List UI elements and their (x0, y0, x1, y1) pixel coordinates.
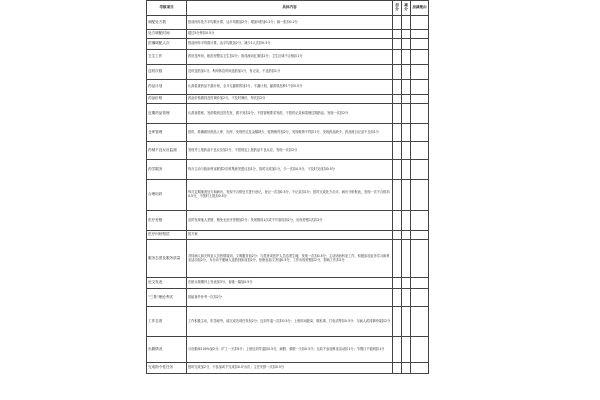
add-points-cell[interactable] (393, 231, 402, 240)
row-content: 按能查外补考一次扣2分 (187, 289, 393, 307)
add-points-cell[interactable] (393, 30, 402, 39)
table-row (147, 278, 429, 289)
row-content: 按方案 (187, 231, 393, 240)
table-row (147, 30, 429, 39)
row-item-name: 近期药品管理 (147, 104, 187, 124)
row-content: 按前两年处方平均数计算，达平均数加2分；增加5张加0.2分；减一张扣0.2分 (187, 16, 393, 30)
reason-cell[interactable] (411, 289, 429, 307)
table-row (147, 95, 429, 104)
reason-cell[interactable] (411, 30, 429, 39)
row-content: 药品价格做到及时调价加2分，不及时调价，每次扣2分 (187, 95, 393, 104)
table-row (147, 65, 429, 80)
header-deduct-points: 减分 (402, 1, 411, 16)
header-content: 具体内容 (187, 1, 393, 16)
reason-cell[interactable] (411, 337, 429, 363)
row-content: 每月主动与临床科室联系2次收集意见建议加1分，指时完成加1分，少一次扣0.5分，不及时完成扣0.5分 (187, 160, 393, 180)
row-item-name: 药品价格 (147, 95, 187, 104)
row-content: 按时完成加2分，不参加或不完成扣0.5分/次；主任安排一次扣0.5分 (187, 363, 393, 374)
row-item-name: 送药次数 (147, 65, 187, 80)
row-content: 及时发现他人差错，避免无医疗差错加2分；发现错误1次或不写原因扣2分，出现差错1次扣2分 (187, 211, 393, 231)
add-points-cell[interactable] (393, 124, 402, 142)
table-row (147, 39, 429, 50)
row-content: 及时送药加1分，利用休息时间送药加1分，有记录，不送药扣1分 (187, 65, 393, 80)
reason-cell[interactable] (411, 160, 429, 180)
reason-cell[interactable] (411, 95, 429, 104)
row-content: 月出勤率100%加2分；旷工一天扣5分；上班迟到早退扣0.5分，病假、事假一天扣0.5分；无故不参加科室活动扣1分；节假日不值班扣1分 (187, 337, 393, 363)
row-item-name: 调配处方数 (147, 16, 187, 30)
row-content: 发现并上报药品不良反应加2分，不按规定上报药品不良反应，发现一次扣2分 (187, 142, 393, 160)
deduct-points-cell[interactable] (402, 50, 411, 65)
table-row (147, 363, 429, 374)
add-points-cell[interactable] (393, 289, 402, 307)
deduct-points-cell[interactable] (402, 104, 411, 124)
deduct-points-cell[interactable] (402, 337, 411, 363)
row-item-name: 完成指令性任务 (147, 363, 187, 374)
reason-cell[interactable] (411, 180, 429, 211)
table-row (147, 211, 429, 231)
deduct-points-cell[interactable] (402, 363, 411, 374)
row-content: 按前两年平均数计算，达平均数加2分，减少1人次扣0.5分 (187, 39, 393, 50)
row-item-name: "三基"理论考试 (147, 289, 187, 307)
add-points-cell[interactable] (393, 240, 402, 278)
deduct-points-cell[interactable] (402, 160, 411, 180)
row-item-name: 医疗纠纷赔偿 (147, 231, 187, 240)
reason-cell[interactable] (411, 307, 429, 337)
table-row (147, 16, 429, 30)
reason-cell[interactable] (411, 39, 429, 50)
add-points-cell[interactable] (393, 142, 402, 160)
reason-cell[interactable] (411, 104, 429, 124)
row-content: 超过5分钟扣0.5分 (187, 30, 393, 39)
add-points-cell[interactable] (393, 39, 402, 50)
deduct-points-cell[interactable] (402, 142, 411, 160)
deduct-points-cell[interactable] (402, 211, 411, 231)
reason-cell[interactable] (411, 80, 429, 95)
row-item-name: 医疗差错 (147, 211, 187, 231)
deduct-points-cell[interactable] (402, 289, 411, 307)
deduct-points-cell[interactable] (402, 124, 411, 142)
row-item-name: 卫生工作 (147, 50, 187, 65)
reason-cell[interactable] (411, 211, 429, 231)
row-item-name: 论文发表 (147, 278, 187, 289)
deduct-points-cell[interactable] (402, 65, 411, 80)
add-points-cell[interactable] (393, 95, 402, 104)
table-row (147, 289, 429, 307)
deduct-points-cell[interactable] (402, 240, 411, 278)
row-item-name: 医嘱调配人次 (147, 39, 187, 50)
table-row (147, 124, 429, 142)
reason-cell[interactable] (411, 50, 429, 65)
deduct-points-cell[interactable] (402, 180, 411, 211)
table-row (147, 231, 429, 240)
row-item-name: 处方调配时间 (147, 30, 187, 39)
row-item-name: 药械不良反应监测 (147, 142, 187, 160)
add-points-cell[interactable] (393, 180, 402, 211)
table-row (147, 50, 429, 65)
table-row (147, 240, 429, 278)
assessment-table (146, 0, 429, 374)
add-points-cell[interactable] (393, 16, 402, 30)
table-row (147, 104, 429, 124)
reason-cell[interactable] (411, 16, 429, 30)
add-points-cell[interactable] (393, 278, 402, 289)
row-item-name: 工作态度 (147, 307, 187, 337)
row-content: 工作积极主动，吃苦耐劳，能完成各项任务加2分；迟到早退一次扣0.5分；上班时间脱岗，做私事、打电话等扣0.5分；与病人或同事吵架扣2分 (187, 307, 393, 337)
deduct-points-cell[interactable] (402, 30, 411, 39)
row-content: 每月定期抽查处方和病历，发现不合格处方进行登记，登记一次加0.5分，不记录扣1分；按时完成处方点评，病历分析报表，发现一次不合格扣0.5分，不按时上报扣0.5分 (187, 180, 393, 211)
header-reason: 加减理由 (411, 1, 429, 16)
add-points-cell[interactable] (393, 160, 402, 180)
row-content: 按时，准确做好药品入库、出库，发现货位及金额缺少，帐物相符加2分，发现帐物不符扣1分，发现药品缺少，药品账目记录不全扣1分 (187, 124, 393, 142)
table-row (147, 180, 429, 211)
table-row (147, 142, 429, 160)
deduct-points-cell[interactable] (402, 278, 411, 289)
row-item-name: 药品计划 (147, 80, 187, 95)
reason-cell[interactable] (411, 231, 429, 240)
add-points-cell[interactable] (393, 337, 402, 363)
reason-cell[interactable] (411, 124, 429, 142)
deduct-points-cell[interactable] (402, 16, 411, 30)
row-content: 药房及库房，帐药房整洁卫生加2分；取得流动红旗加2分；卫生区域不合格扣1分 (187, 50, 393, 65)
row-item-name: 服务态度及服务质量 (147, 240, 187, 278)
add-points-cell[interactable] (393, 211, 402, 231)
add-points-cell[interactable] (393, 65, 402, 80)
deduct-points-cell[interactable] (402, 80, 411, 95)
row-content: 认真查看账，发药做到近效先发，做不到扣2分，不按管理要求发药，不按时记录和清理过期药品，发现一次扣2分 (187, 104, 393, 124)
row-item-name: 药学服务 (147, 160, 187, 180)
deduct-points-cell[interactable] (402, 231, 411, 240)
row-content: 认真检查药品不漏计划，全月无漏领的加2分，不漏计划，漏请领品种1个扣0.5分 (187, 80, 393, 95)
deduct-points-cell[interactable] (402, 307, 411, 337)
row-item-name: 仓库管理 (147, 124, 187, 142)
reason-cell[interactable] (411, 363, 429, 374)
reason-cell[interactable] (411, 278, 429, 289)
reason-cell[interactable] (411, 142, 429, 160)
row-content: 在统计源期刊上发表加3分，省级一篇加0.5分 (187, 278, 393, 289)
add-points-cell[interactable] (393, 307, 402, 337)
row-item-name: 出勤情况 (147, 337, 187, 363)
table-row (147, 160, 429, 180)
reason-cell[interactable] (411, 240, 429, 278)
deduct-points-cell[interactable] (402, 39, 411, 50)
table-header-row (147, 1, 429, 16)
table-row (147, 337, 429, 363)
header-add-points: 加分 (393, 1, 402, 16)
add-points-cell[interactable] (393, 104, 402, 124)
deduct-points-cell[interactable] (402, 95, 411, 104)
add-points-cell[interactable] (393, 363, 402, 374)
row-item-name: 合理用药 (147, 180, 187, 211)
table-row (147, 80, 429, 95)
row-content: 对待病人和关科室人员热情周到，文明服务加2分；与患者或医护人员态度生硬，发现一次扣0.5分；主动协助科室工作，积极参加业务学习和科室活动加2分，为行动不便病人送药到床前加2分，拒绝参加义务加0.5分，工作出现差错扣2分，影响工作扣2分 (187, 240, 393, 278)
add-points-cell[interactable] (393, 50, 402, 65)
header-item: 考核项目 (147, 1, 187, 16)
table-row (147, 307, 429, 337)
add-points-cell[interactable] (393, 80, 402, 95)
reason-cell[interactable] (411, 65, 429, 80)
